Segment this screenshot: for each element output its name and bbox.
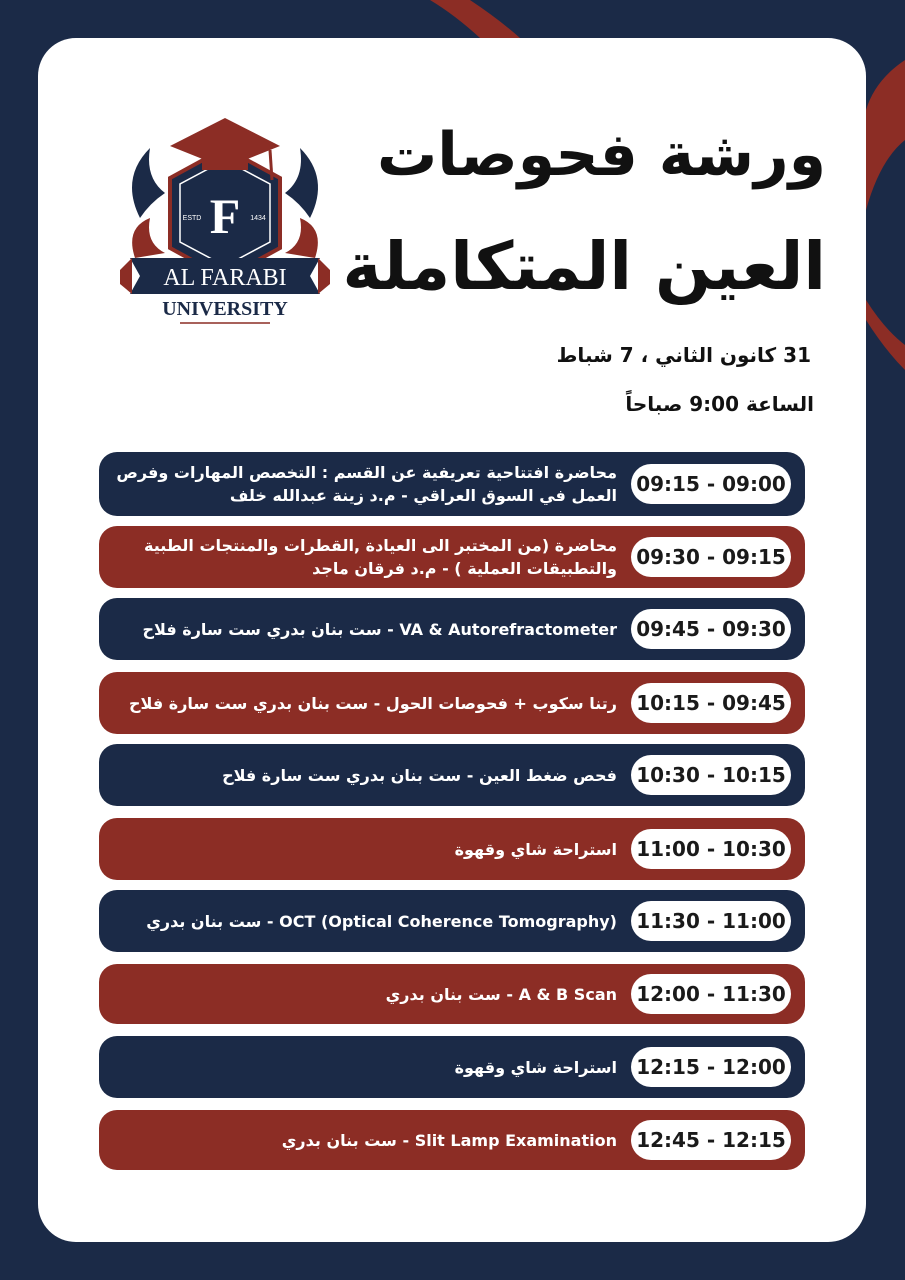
session-title: استراحة شاي وقهوة [454, 839, 617, 859]
poster-title-line-1: ورشة فحوصات [376, 120, 826, 190]
time-slot: 09:30 - 09:15 [631, 537, 791, 577]
event-date: 31 كانون الثاني ، 7 شباط [556, 343, 811, 367]
session-title: فحص ضغط العين - ست بنان بدري ست سارة فلاح [222, 765, 617, 785]
time-slot: 09:15 - 09:00 [631, 464, 791, 504]
schedule-row [99, 964, 805, 1024]
schedule-row [99, 526, 805, 588]
session-title: Slit Lamp Examination - ست بنان بدري [281, 1130, 617, 1150]
poster-title-line-2: العين المتكاملة [342, 228, 826, 305]
time-slot: 11:00 - 10:30 [631, 829, 791, 869]
schedule-row [99, 818, 805, 880]
time-slot: 10:30 - 10:15 [631, 755, 791, 795]
schedule-row [99, 1110, 805, 1170]
session-title: محاضرة (من المختبر الى العيادة ,القطرات والمنتجات الطبية والتطبيقات العملية ) - م.د فرقان ماجد [144, 536, 617, 578]
logo-name: AL FARABI [163, 265, 287, 291]
svg-text:1434: 1434 [250, 215, 266, 222]
schedule-row [99, 890, 805, 952]
session-title: VA & Autorefractometer - ست بنان بدري ست سارة فلاح [142, 619, 617, 639]
svg-text:ESTD: ESTD [182, 215, 202, 222]
poster-card [38, 38, 866, 1242]
session-title: رتنا سكوب + فحوصات الحول - ست بنان بدري ست سارة فلاح [129, 693, 617, 713]
logo-letter: F [209, 188, 241, 244]
schedule-row [99, 452, 805, 516]
session-title: OCT (Optical Coherence Tomography) - ست بنان بدري [146, 911, 617, 931]
schedule-row [99, 744, 805, 806]
session-title: استراحة شاي وقهوة [454, 1057, 617, 1077]
session-title: A & B Scan - ست بنان بدري [385, 984, 617, 1004]
logo-subtitle: UNIVERSITY [162, 298, 288, 320]
time-slot: 12:15 - 12:00 [631, 1047, 791, 1087]
session-title: محاضرة افتتاحية تعريفية عن القسم : التخصص المهارات وفرص العمل في السوق العراقي - م.د زينة عبدالله خلف [116, 463, 617, 505]
time-slot: 11:30 - 11:00 [631, 901, 791, 941]
time-slot: 12:00 - 11:30 [631, 974, 791, 1014]
schedule-row [99, 672, 805, 734]
al-farabi-university-logo [120, 108, 330, 328]
time-slot: 09:45 - 09:30 [631, 609, 791, 649]
schedule-row [99, 598, 805, 660]
event-time: الساعة 9:00 صباحاً [625, 392, 814, 416]
time-slot: 12:45 - 12:15 [631, 1120, 791, 1160]
schedule-row [99, 1036, 805, 1098]
time-slot: 10:15 - 09:45 [631, 683, 791, 723]
